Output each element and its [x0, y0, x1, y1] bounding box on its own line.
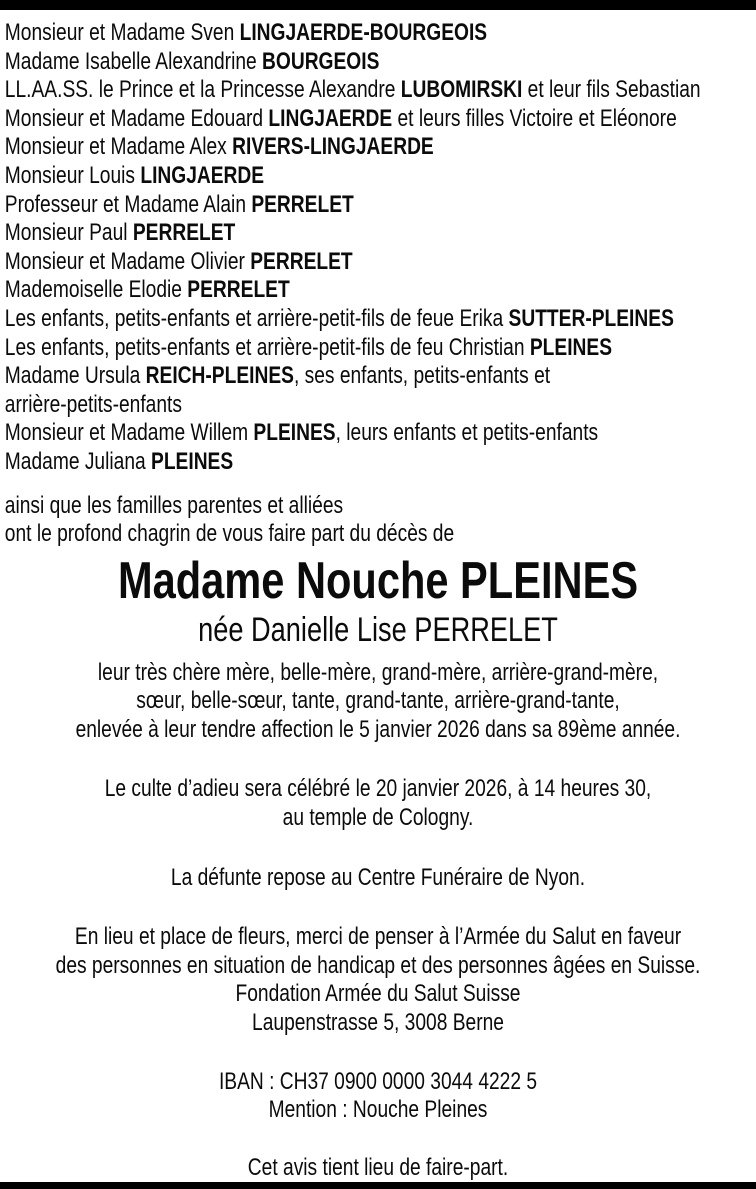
family-line [5, 391, 756, 420]
family-list [0, 19, 756, 477]
text-line: La défunte repose au Centre Funéraire de Nyon. [170, 863, 586, 891]
name-text: et leurs filles Victoire et Eléonore [392, 104, 677, 132]
bank-details-paragraph [0, 1068, 756, 1125]
family-line [5, 162, 756, 191]
text-line: IBAN : CH37 0900 0000 3044 4222 5 [218, 1067, 538, 1095]
name-text: Les enfants, petits-enfants et arrière-petit-fils de feu Christian [4, 333, 530, 361]
family-line [5, 305, 756, 334]
surname-bold-text: REICH-PLEINES [145, 362, 294, 390]
name-text: Monsieur et Madame Alex [4, 133, 233, 161]
name-text: Monsieur et Madame Edouard [4, 104, 269, 132]
name-text: LL.AA.SS. le Prince et la Princesse Alexandre [4, 76, 401, 104]
text-line: Fondation Armée du Salut Suisse [235, 980, 521, 1008]
name-text: Madame Isabelle Alexandrine [4, 47, 263, 75]
name-text: Monsieur et Madame Sven [4, 19, 240, 46]
maiden-name-subtitle: née Danielle Lise PERRELET [198, 610, 558, 649]
ceremony-paragraph [0, 775, 756, 832]
text-line: Laupenstrasse 5, 3008 Berne [252, 1009, 504, 1037]
surname-bold-text: PLEINES [151, 447, 234, 475]
text-line: ont le profond chagrin de vous faire part du décès de [4, 520, 455, 548]
name-text: Monsieur et Madame Willem [4, 419, 254, 447]
name-text: Mademoiselle Elodie [4, 276, 188, 304]
family-line [5, 219, 756, 248]
family-line [5, 419, 756, 448]
family-line [5, 19, 756, 48]
closing-paragraph [0, 1154, 756, 1183]
surname-bold-text: PERRELET [132, 219, 236, 247]
name-text: Les enfants, petits-enfants et arrière-petit-fils de feue Erika [4, 304, 509, 332]
family-line [5, 76, 756, 105]
surname-bold-text: RIVERS-LINGJAERDE [232, 133, 434, 161]
intro-text [0, 492, 756, 549]
text-line: leur très chère mère, belle-mère, grand-mère, arrière-grand-mère, [97, 658, 659, 686]
name-text: Monsieur Paul [4, 219, 133, 247]
family-line [5, 248, 756, 277]
name-text: Madame Ursula [4, 362, 146, 390]
family-line [5, 105, 756, 134]
name-text: , leurs enfants et petits-enfants [335, 419, 599, 447]
surname-bold-text: SUTTER-PLEINES [508, 304, 674, 332]
surname-bold-text: PERRELET [187, 276, 290, 304]
surname-bold-text: LINGJAERDE-BOURGEOIS [239, 19, 488, 46]
name-text: Monsieur Louis [4, 161, 141, 189]
text-line: des personnes en situation de handicap et des personnes âgées en Suisse. [55, 951, 701, 979]
family-line [5, 133, 756, 162]
donation-paragraph [0, 923, 756, 1037]
family-line [5, 276, 756, 305]
text-line: Le culte d’adieu sera célébré le 20 janvier 2026, à 14 heures 30, [104, 775, 652, 803]
surname-bold-text: PLEINES [253, 419, 336, 447]
name-text: et leur fils Sebastian [522, 76, 701, 104]
repose-paragraph [0, 864, 756, 893]
surname-bold-text: LINGJAERDE [268, 104, 393, 132]
name-text: arrière-petits-enfants [4, 390, 182, 418]
name-text: Monsieur et Madame Olivier [4, 247, 251, 275]
name-text: Professeur et Madame Alain [4, 190, 252, 218]
family-line [5, 448, 756, 477]
text-line: En lieu et place de fleurs, merci de penser à l’Armée du Salut en faveur [74, 923, 682, 951]
text-line: Mention : Nouche Pleines [268, 1096, 488, 1124]
text-line: au temple de Cologny. [282, 804, 474, 832]
text-line: ainsi que les familles parentes et alliées [4, 491, 344, 519]
family-line [5, 362, 756, 391]
family-line [5, 334, 756, 363]
relationship-paragraph [0, 659, 756, 745]
name-text: Madame Juliana [4, 447, 152, 475]
surname-bold-text: LINGJAERDE [140, 161, 265, 189]
name-text: , ses enfants, petits-enfants et [293, 362, 551, 390]
surname-bold-text: PERRELET [250, 247, 353, 275]
family-line [5, 191, 756, 220]
surname-bold-text: PERRELET [251, 190, 354, 218]
text-line: sœur, belle-sœur, tante, grand-tante, arrière-grand-tante, [136, 687, 620, 715]
text-line: Cet avis tient lieu de faire-part. [247, 1153, 509, 1181]
text-line: enlevée à leur tendre affection le 5 janvier 2026 dans sa 89ème année. [75, 715, 681, 743]
bottom-border-bar [0, 1182, 756, 1189]
family-line [5, 48, 756, 77]
surname-bold-text: BOURGEOIS [262, 47, 380, 75]
surname-bold-text: PLEINES [529, 333, 613, 361]
surname-bold-text: LUBOMIRSKI [400, 76, 523, 104]
deceased-name-title: Madame Nouche PLEINES [117, 551, 639, 610]
